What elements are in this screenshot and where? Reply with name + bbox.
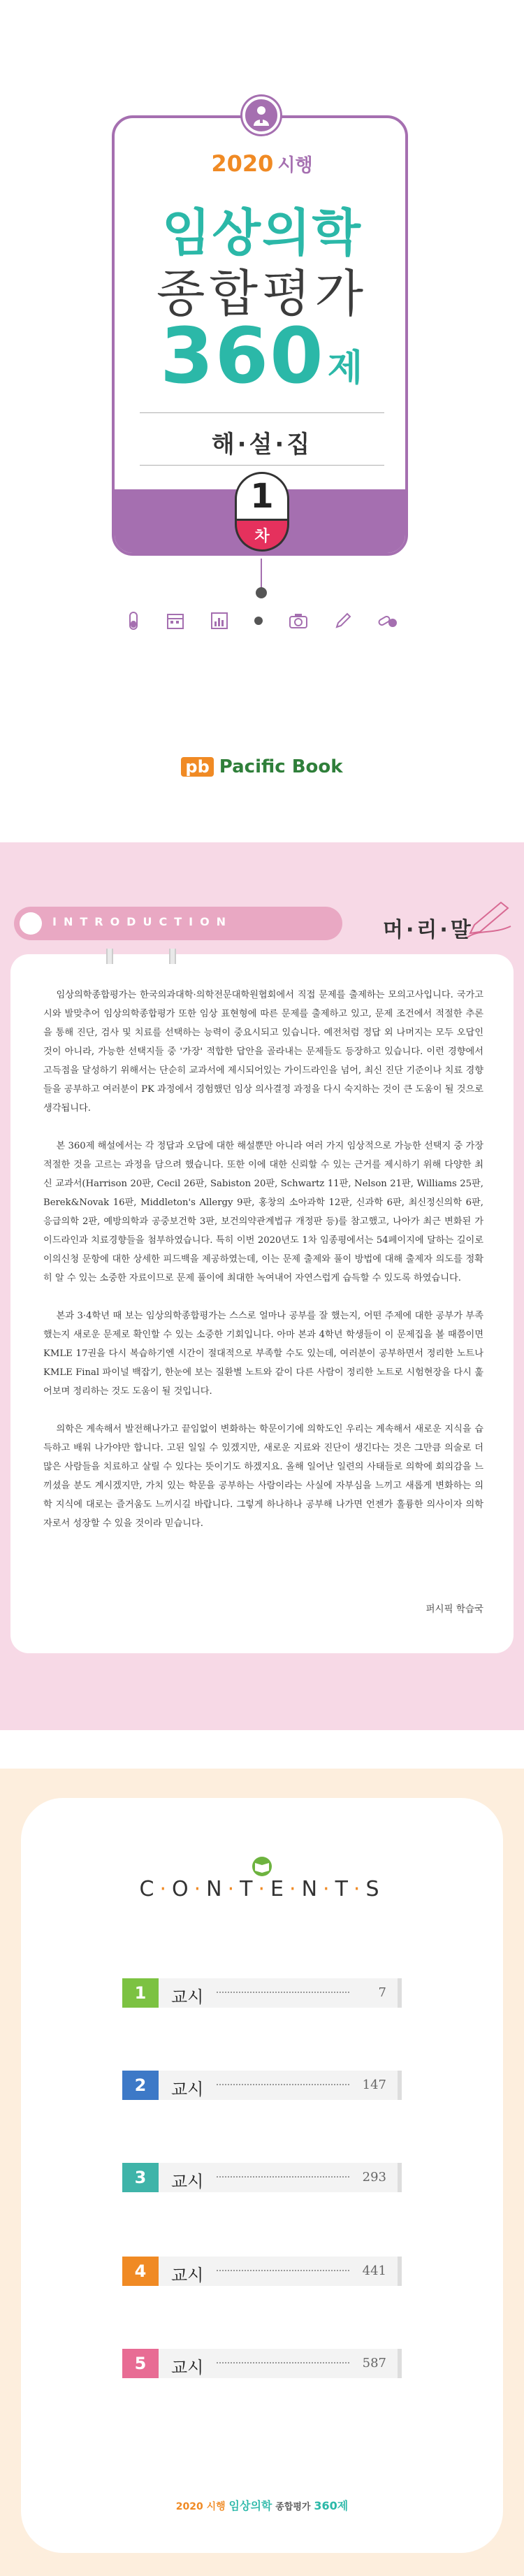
introduction-bar-dot bbox=[20, 912, 42, 935]
toc-item-label: 교시 bbox=[171, 2080, 204, 2099]
contents-title-letter: T bbox=[240, 1877, 259, 1901]
calendar-icon bbox=[166, 612, 184, 630]
pen-icon bbox=[334, 612, 352, 630]
introduction-signature: 퍼시픽 학습국 bbox=[425, 1604, 483, 1615]
binder-clip bbox=[106, 949, 113, 964]
footer-book-title: 임상의학 bbox=[228, 2499, 272, 2512]
toc-item-number: 4 bbox=[122, 2257, 159, 2286]
toc-item-page: 7 bbox=[378, 1985, 386, 2000]
cover-pin-line bbox=[261, 559, 262, 588]
toc-item-page: 441 bbox=[362, 2264, 386, 2278]
introduction-heading: 머·리·말 bbox=[383, 918, 474, 942]
toc-item-page: 293 bbox=[362, 2170, 386, 2185]
cover-section bbox=[0, 0, 524, 804]
footer-book-number: 360제 bbox=[314, 2499, 349, 2512]
cover-year-number: 2020 bbox=[211, 150, 274, 177]
cover-divider-bottom bbox=[140, 465, 384, 466]
toc-item-page: 147 bbox=[362, 2078, 386, 2092]
pen-icon bbox=[465, 898, 514, 940]
publisher-name: Pacific Book bbox=[219, 756, 343, 777]
dot-icon bbox=[254, 616, 263, 626]
toc-leader-dots bbox=[217, 2176, 349, 2178]
toc-item-label: 교시 bbox=[171, 2172, 204, 2192]
toc-leader-dots bbox=[217, 2270, 349, 2271]
toc-item[interactable] bbox=[122, 2257, 402, 2286]
introduction-bar-label: INTRODUCTION bbox=[52, 915, 233, 928]
cover-icon-row bbox=[126, 607, 398, 635]
toc-item-label: 교시 bbox=[171, 1987, 204, 2007]
contents-title: C·O·N·T·E·N·T·S bbox=[139, 1877, 385, 1901]
footer-book-subtitle: 종합평가 bbox=[275, 2502, 311, 2512]
cover-year bbox=[0, 150, 524, 177]
volume-badge bbox=[235, 472, 289, 556]
toc-item-number: 5 bbox=[122, 2349, 159, 2378]
contents-title-letter: E bbox=[270, 1877, 290, 1901]
introduction-body bbox=[43, 986, 483, 1552]
camera-icon bbox=[289, 612, 308, 629]
introduction-paragraph: 의학은 계속해서 발전해나가고 끝임없이 변화하는 학문이기에 의학도인 우리는 계속해서 새로운 지식을 습득하고 배워 나가야만 합니다. 고된 일일 수 있겠지만, 새로운 지료와 진단이 생긴다는 것은 그만큼 의술로 더 많은 사람들을 치료하고 살릴 수 있다는 뜻이기도 하겠지요. 올해 일어난 일련의 사태들로 의학에 회의감을 느끼셨을 분도 계시겠지만, 가치 있는 학문을 공부하는 사람이라는 사실에 자부심을 느끼고 새롭게 변화하는 의학 지식에 대로는 즐거움도 느끼시길 바랍니다. 그렇게 하나하나 공부해 나가면 언젠가 훌륭한 의사이자 의학자로서 성장할 수 있을 것이라 믿습니다. bbox=[43, 1424, 483, 1529]
footer-title bbox=[0, 2497, 524, 2513]
toc-item-number: 2 bbox=[122, 2071, 159, 2100]
toc-item-label: 교시 bbox=[171, 2266, 204, 2285]
contents-title-letter: S bbox=[365, 1877, 385, 1901]
toc-item[interactable] bbox=[122, 2349, 402, 2378]
toc-leader-dots bbox=[217, 2362, 349, 2363]
toc-item-page: 587 bbox=[362, 2356, 386, 2370]
cover-divider-top bbox=[140, 412, 384, 413]
cover-title-line1: 임상의학 bbox=[161, 203, 363, 262]
contents-title-letter: T bbox=[335, 1877, 354, 1901]
publisher-mark: pb bbox=[181, 757, 213, 777]
volume-suffix: 차 bbox=[235, 521, 289, 552]
cover-pin-dot bbox=[256, 587, 267, 598]
toc-item-number: 1 bbox=[122, 1978, 159, 2008]
introduction-paragraph: 임상의학종합평가는 한국의과대학·의학전문대학원협회에서 직접 문제를 출제하는 모의고사입니다. 국가고시와 발맞추어 임상의학종합평가 또한 임상 표현형에 따른 문제를 출제하고 있고, 문제 조건에서 적절한 추론을 통해 진단, 검사 및 치료를 선택하는 능력이 중요시되고 있습니다. 예전처럼 정답 외 나머지는 모두 오답인 것이 아니라, 가능한 선택지들 중 '가장' 적합한 답안을 골라내는 문제들도 등장하고 있습니다. 이런 경향에서 고득점을 달성하기 위해서는 단순히 교과서에 제시되어있는 가이드라인을 넘어, 최신 진단 기준이나 치료 경향들을 공부하고 여러분이 PK 과정에서 경험했던 임상 의사결정 과정을 다시 숙지하는 것이 큰 도움이 될 것으로 생각됩니다. bbox=[43, 990, 483, 1114]
footer-year: 2020 시행 bbox=[175, 2501, 226, 2512]
cover-title-line3 bbox=[0, 311, 524, 401]
contents-title-letter: C bbox=[139, 1877, 160, 1901]
cover-title-suffix: 제 bbox=[327, 347, 364, 389]
doctor-icon bbox=[252, 105, 270, 126]
doctor-badge-icon bbox=[242, 96, 280, 134]
contents-title-letter: O bbox=[172, 1877, 194, 1901]
cover-subtitle: 해·설·집 bbox=[211, 431, 313, 459]
introduction-paragraph: 본과 3·4학년 때 보는 임상의학종합평가는 스스로 얼마나 공부를 잘 했는지, 어떤 주제에 대한 공부가 부족했는지 새로운 문제로 확인할 수 있는 소중한 기회입니다. 아마 본과 4학년 학생들이 이 문제집을 볼 때쯤이면 KMLE 17권을 다시 복습하기엔 시간이 절대적으로 부족할 수도 있는데, 여러분이 공부하면서 정리한 노트나 KMLE Final 파이널 백잡기, 한눈에 보는 질환별 노트와 같이 다른 사람이 정리한 노트로 시험현장을 다시 훑어보며 정리하는 것도 도움이 될 것입니다. bbox=[43, 1311, 483, 1397]
toc-item-number: 3 bbox=[122, 2163, 159, 2192]
volume-number: 1 bbox=[235, 472, 289, 521]
toc-item[interactable] bbox=[122, 2163, 402, 2192]
publisher-logo bbox=[0, 756, 524, 777]
introduction-paragraph: 본 360제 해설에서는 각 정답과 오답에 대한 해설뿐만 아니라 여러 가지 임상적으로 가능한 선택지 중 가장 적절한 것을 고르는 과정을 담으려 했습니다. 또한 이에 대한 신뢰할 수 있는 근거를 제시하기 위해 다양한 최신 교과서(Harrison 20판, Cecil 26판, Sabiston 20판, Schwartz 11판, Nelson 21판, Williams 25판, Berek&Novak 16판, Middleton's Allergy 9판, 홍창의 소아과학 12판, 신과학 6판, 최신정신의학 6판, 응급의학 2판, 예방의학과 공중보건학 3판, 보건의약관계법규 개정판 등)를 참고했고, 나아가 최근 변화된 가이드라인과 치료경향들을 첨부하였습니다. 특히 이번 2020년도 1차 임종평에서는 54페이지에 달하는 길이로 이의신청 문항에 대한 상세한 피드백을 제공하였는데, 이는 문제 출제와 풀이 방법에 대해 출제자 의도를 정확히 알 수 있는 소중한 자료이므로 문제 풀이에 최대한 녹여내어 자연스럽게 습득할 수 있도록 하였습니다. bbox=[43, 1141, 483, 1283]
introduction-bar bbox=[14, 907, 342, 940]
cover-title-line2: 종합평가 bbox=[156, 264, 368, 323]
pills-icon bbox=[377, 612, 398, 629]
contents-title-letter: N bbox=[206, 1877, 228, 1901]
book-icon bbox=[246, 1856, 278, 1877]
test-tube-icon bbox=[126, 611, 141, 631]
cover-year-suffix: 시행 bbox=[277, 155, 313, 176]
toc-item[interactable] bbox=[122, 1978, 402, 2008]
contents-title-letter: N bbox=[301, 1877, 323, 1901]
cover-title-number: 360 bbox=[160, 311, 325, 401]
toc-leader-dots bbox=[217, 1992, 349, 1993]
toc-item-label: 교시 bbox=[171, 2358, 204, 2377]
chart-icon bbox=[210, 612, 228, 630]
toc-item[interactable] bbox=[122, 2071, 402, 2100]
toc-leader-dots bbox=[217, 2084, 349, 2085]
binder-clip bbox=[169, 949, 176, 964]
